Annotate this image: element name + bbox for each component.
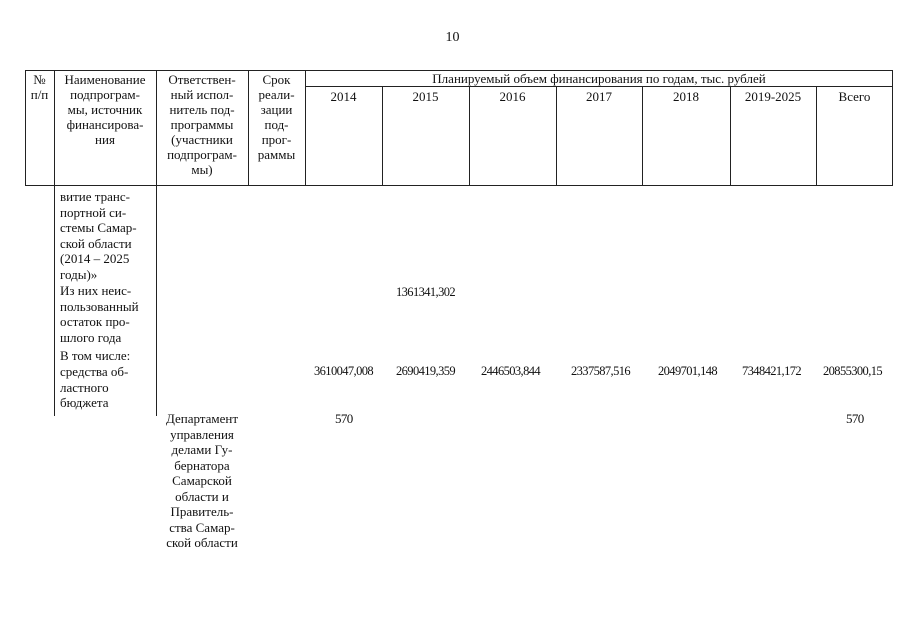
regional-2018: 2049701,148: [658, 364, 718, 378]
department-total: 570: [846, 411, 864, 426]
continued-program-name: витие транс- портной си- стемы Самар- ской области (2014 – 2025 годы)»: [60, 189, 137, 282]
header-year-2018: 2018: [673, 89, 699, 104]
header-col-term: Срок реали- зации под- прог- раммы: [257, 72, 296, 162]
header-funding-title: Планируемый объем финансирования по годам, тыс. рублей: [432, 71, 766, 86]
header-year-2017: 2017: [586, 89, 612, 104]
header-year-total: Всего: [838, 89, 871, 104]
body-divider: [156, 186, 157, 416]
regional-2017: 2337587,516: [571, 364, 631, 378]
funding-divider: [305, 86, 893, 87]
regional-2019-2025: 7348421,172: [742, 364, 802, 378]
column-divider: [305, 70, 306, 186]
including-label: В том числе:: [60, 348, 131, 363]
body-divider: [54, 186, 55, 416]
department-2014: 570: [335, 411, 353, 426]
department-executor: Департамент управления делами Гу- бернатора Самарской области и Правитель- ства Самар- ской области: [165, 411, 239, 550]
regional-2014: 3610047,008: [314, 364, 374, 378]
page-number: 10: [445, 30, 460, 45]
header-year-2016: 2016: [499, 89, 526, 104]
unused-balance-label: Из них неис- пользованный остаток про- шлого года: [60, 283, 139, 345]
header-year-2019-2025: 2019-2025: [744, 89, 802, 104]
regional-2016: 2446503,844: [481, 364, 541, 378]
header-col-name: Наименование подпрограм- мы, источник финансирова- ния: [64, 72, 146, 147]
regional-budget-label: средства об- ластного бюджета: [60, 364, 129, 411]
header-year-2015: 2015: [412, 89, 439, 104]
header-col-number: № п/п: [30, 72, 49, 102]
unused-balance-2015: 1361341,302: [396, 285, 456, 299]
header-col-executor: Ответствен- ный испол- нитель под- программы (участники подпрограм- мы): [167, 72, 237, 177]
regional-total: 20855300,15: [823, 364, 883, 378]
header-year-2014: 2014: [330, 89, 357, 104]
regional-2015: 2690419,359: [396, 364, 456, 378]
